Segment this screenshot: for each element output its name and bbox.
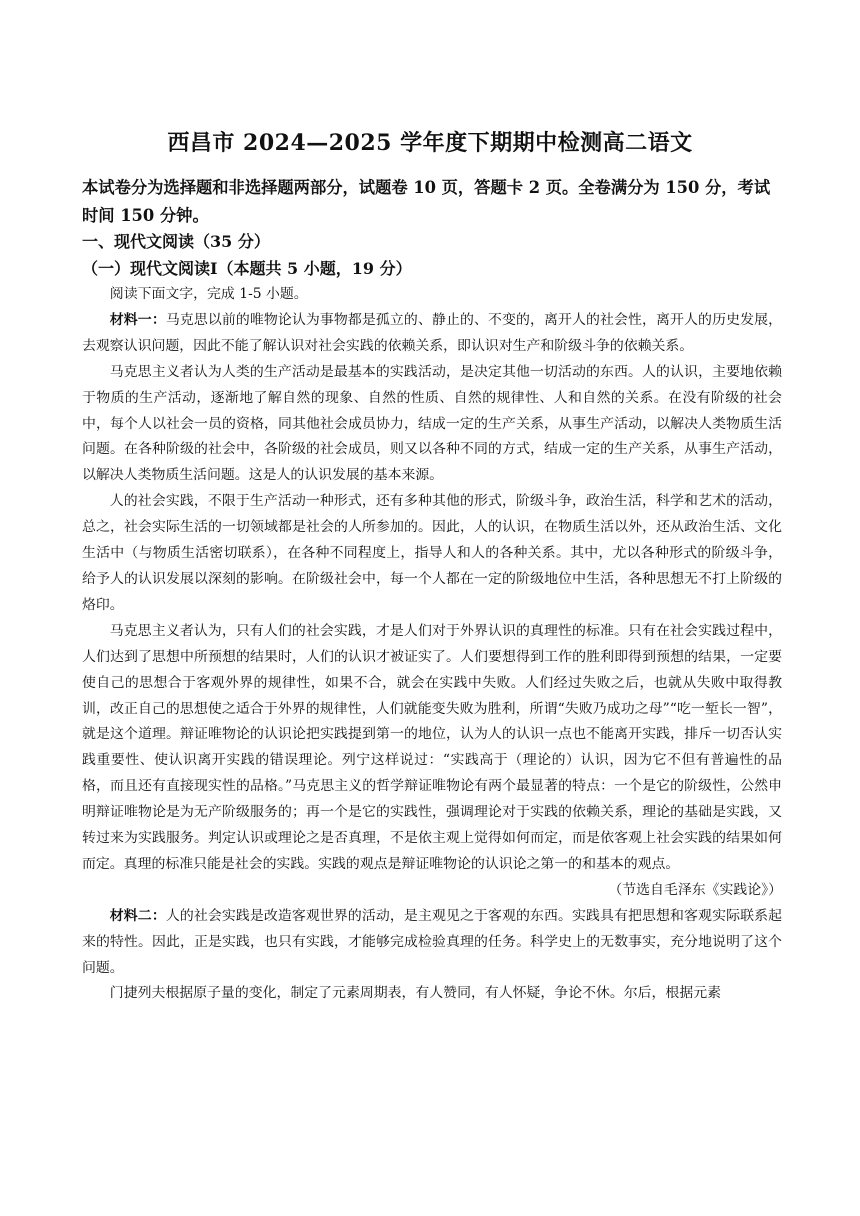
subsection-heading: （一）现代文阅读Ⅰ（本题共 5 小题，19 分） — [82, 259, 412, 278]
passage-body — [82, 282, 782, 1007]
exam-intro: 本试卷分为选择题和非选择题两部分，试题卷 10 页，答题卡 2 页。全卷满分为 150 分，考试时间 150 分钟。 — [82, 178, 771, 225]
material2-paragraph-1 — [82, 904, 782, 982]
material2-p1-text: 人的社会实践是改造客观世界的活动，是主观见之于客观的东西。实践具有把思想和客观实际联系起来的特性。因此，正是实践，也只有实践，才能够完成检验真理的任务。科学史上的无数事实，充分地说明了这个问题。 — [82, 907, 782, 976]
material1-paragraph-3: 人的社会实践，不限于生产活动一种形式，还有多种其他的形式，阶级斗争，政治生活，科学和艺术的活动，总之，社会实际生活的一切领域都是社会的人所参加的。因此，人的认识，在物质生活以外，还从政治生活、文化生活中（与物质生活密切联系），在各种不同程度上，指导人和人的各种关系。其中，尤以各种形式的阶级斗争，给予人的认识发展以深刻的影响。在阶级社会中，每一个人都在一定的阶级地位中生活，各种思想无不打上阶级的烙印。 — [82, 493, 782, 613]
material2-label: 材料二： — [109, 907, 166, 924]
instruction-text: 阅读下面文字，完成 1-5 小题。 — [109, 286, 308, 302]
material1-paragraph-2: 马克思主义者认为人类的生产活动是最基本的实践活动，是决定其他一切活动的东西。人的认识，主要地依赖于物质的生产活动，逐渐地了解自然的现象、自然的性质、自然的规律性、人和自然的关系。在没有阶级的社会中，每个人以社会一员的资格，同其他社会成员协力，结成一定的生产关系，从事生产活动，以解决人类物质生活问题。在各种阶级的社会中，各阶级的社会成员，则又以各种不同的方式，结成一定的生产关系，从事生产活动，以解决人类物质生活问题。这是人的认识发展的基本来源。 — [82, 363, 782, 484]
material2-paragraph-2: 门捷列夫根据原子量的变化，制定了元素周期表，有人赞同，有人怀疑，争论不休。尔后，根据元素 — [109, 985, 721, 1002]
section-heading: 一、现代文阅读（35 分） — [82, 232, 270, 251]
material1-source: （节选自毛泽东《实践论》） — [608, 881, 782, 898]
material1-p1-text: 马克思以前的唯物论认为事物都是孤立的、静止的、不变的，离开人的社会性，离开人的历史发展，去观察认识问题，因此不能了解认识对社会实践的依赖关系，即认识对生产和阶级斗争的依赖关系。 — [82, 311, 782, 354]
page-title: 西昌市 2024—2025 学年度下期期中检测高二语文 — [167, 130, 693, 156]
material1-paragraph-4: 马克思主义者认为，只有人们的社会实践，才是人们对于外界认识的真理性的标准。只有在社会实践过程中，人们达到了思想中所预想的结果时，人们的认识才被证实了。人们要想得到工作的胜利即得到预想的结果，一定要使自己的思想合于客观外界的规律性，如果不合，就会在实践中失败。人们经过失败之后，也就从失败中取得教训，改正自己的思想使之适合于外界的规律性，人们就能变失败为胜利，所谓“失败乃成功之母”“吃一堑长一智”，就是这个道理。辩证唯物论的认识论把实践提到第一的地位，认为人的认识一点也不能离开实践，排斥一切否认实践重要性、使认识离开实践的错误理论。列宁这样说过：“实践高于（理论的）认识，因为它不但有普遍性的品格，而且还有直接现实性的品格。”马克思主义的哲学辩证唯物论有两个最显著的特点：一个是它的阶级性，公然申明辩证唯物论是为无产阶级服务的；再一个是它的实践性，强调理论对于实践的依赖关系，理论的基础是实践，又转过来为实践服务。判定认识或理论之是否真理，不是依主观上觉得如何而定，而是依客观上社会实践的结果如何而定。真理的标准只能是社会的实践。实践的观点是辩证唯物论的认识论之第一的和基本的观点。 — [82, 622, 782, 872]
material1-paragraph-1 — [82, 308, 782, 360]
material1-label: 材料一： — [109, 311, 166, 328]
